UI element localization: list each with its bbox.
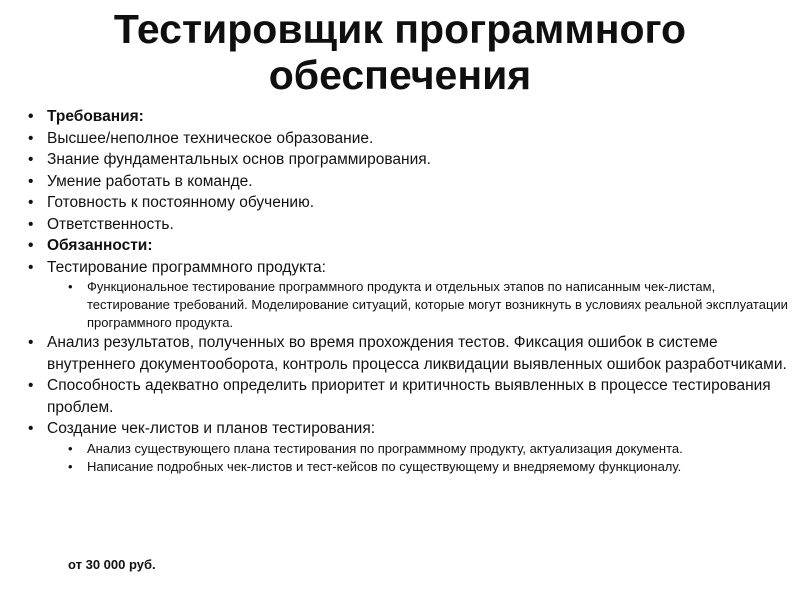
- title-line-2: обеспечения: [268, 52, 532, 98]
- item-text: Создание чек-листов и планов тестирования:: [47, 420, 376, 437]
- list-item: [28, 214, 788, 236]
- list-item: [28, 418, 788, 440]
- bullet-icon: •: [28, 237, 34, 254]
- item-text: Способность адекватно определить приоритет и критичность выявленных в процессе тестирования проблем.: [47, 377, 771, 416]
- item-text: Написание подробных чек-листов и тест-кейсов по существующему и внедряемому функционалу.: [87, 458, 682, 474]
- bullet-icon: •: [28, 420, 34, 437]
- item-text: Знание фундаментальных основ программирования.: [47, 151, 431, 168]
- item-text: Высшее/неполное техническое образование.: [47, 129, 374, 147]
- item-text: Функциональное тестирование программного продукта и отдельных этапов по написанным чек-листам, тестирование требований. Моделирование ситуаций, которые могут возникнуть в условиях реальной эксплуатации программного продукта.: [87, 279, 788, 330]
- sub-list-item: [28, 440, 788, 458]
- bullet-icon: •: [68, 458, 73, 474]
- bullet-icon: •: [28, 377, 34, 394]
- item-text: Анализ результатов, полученных во время прохождения тестов. Фиксация ошибок в системе внутреннего документооборота, контроль процесса ликвидации выявленных ошибок разработчиками.: [47, 334, 787, 373]
- item-text: Требования:: [47, 108, 144, 125]
- bullet-list: [28, 106, 788, 476]
- bullet-icon: •: [28, 151, 34, 168]
- bullet-icon: •: [28, 129, 34, 147]
- item-text: Умение работать в команде.: [47, 172, 253, 190]
- bullet-icon: •: [28, 194, 34, 211]
- list-item: [28, 192, 788, 214]
- item-text: Анализ существующего плана тестирования по программному продукту, актуализация документа.: [87, 440, 683, 456]
- item-text: Тестирование программного продукта:: [47, 258, 326, 276]
- sub-list-item: [28, 458, 788, 476]
- bullet-icon: •: [28, 172, 34, 190]
- list-item: [28, 128, 788, 150]
- bullet-icon: •: [28, 334, 34, 351]
- list-item: [28, 257, 788, 279]
- bullet-icon: •: [28, 258, 34, 276]
- title-line-1: Тестировщик программного: [113, 6, 687, 52]
- list-item: [28, 106, 788, 128]
- bullet-icon: •: [68, 440, 73, 456]
- bullet-icon: •: [28, 108, 34, 125]
- item-text: Обязанности:: [47, 237, 153, 254]
- bullet-icon: •: [28, 215, 34, 233]
- list-item: [28, 235, 788, 257]
- list-item: [28, 171, 788, 193]
- list-item: [28, 149, 788, 171]
- list-item: [28, 375, 788, 418]
- list-item: [28, 332, 788, 375]
- bullet-icon: •: [68, 279, 73, 294]
- sub-list-item: [28, 278, 788, 332]
- item-text: Готовность к постоянному обучению.: [47, 194, 314, 211]
- salary-text: от 30 000 руб.: [68, 557, 156, 572]
- item-text: Ответственность.: [47, 215, 174, 233]
- slide-title: [0, 6, 800, 98]
